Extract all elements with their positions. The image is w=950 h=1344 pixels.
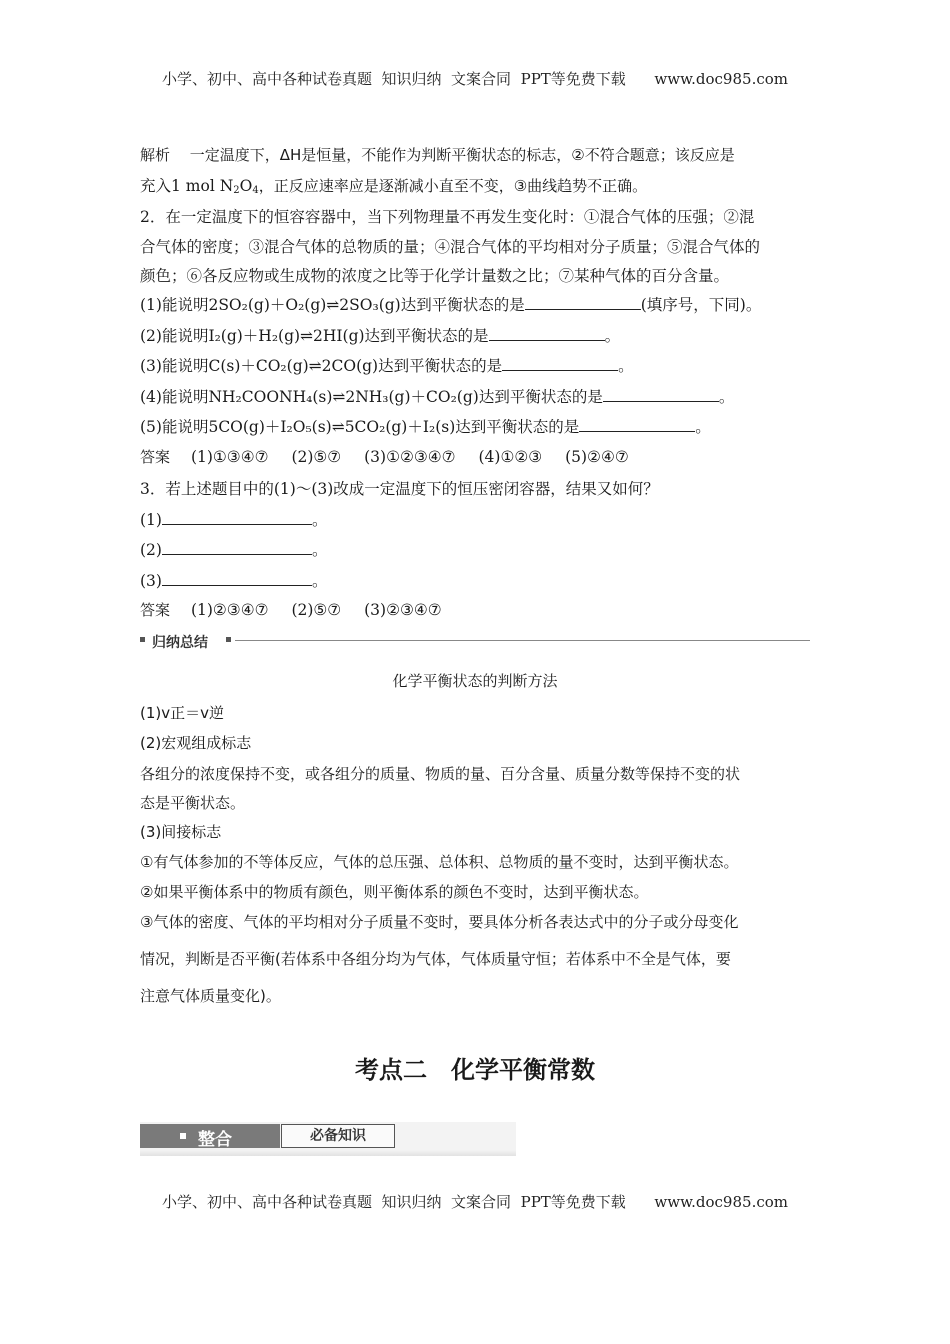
page-header: 小学、初中、高中各种试卷真题 知识归纳 文案合同 PPT等免费下载 www.doc985.com	[161, 70, 788, 88]
q3-answer: 答案 (1)②③④⑦ (2)⑤⑦ (3)②③④⑦	[140, 601, 442, 619]
answer-blank[interactable]	[162, 540, 312, 555]
square-bullet-icon	[226, 637, 231, 642]
summary-p7b: 情况，判断是否平衡(若体系中各组分均为气体，气体质量守恒；若体系中不全是气体，要	[140, 950, 731, 968]
q2-answer: 答案 (1)①③④⑦ (2)⑤⑦ (3)①②③④⑦ (4)①②③ (5)②④⑦	[140, 448, 629, 466]
answer-blank[interactable]	[525, 295, 641, 310]
summary-p1: (1)v正＝v逆	[140, 704, 225, 722]
analysis-label: 解析	[140, 146, 171, 164]
analysis-text-2c: ，正反应速率应是逐渐减小直至不变，③曲线趋势不正确。	[258, 177, 648, 195]
analysis-text-2a: 充入1 mol N	[140, 177, 234, 195]
page-footer: 小学、初中、高中各种试卷真题 知识归纳 文案合同 PPT等免费下载 www.doc985.com	[161, 1193, 788, 1211]
tab-essential-knowledge[interactable]: 必备知识	[281, 1124, 395, 1148]
summary-p7c: 注意气体质量变化)。	[140, 987, 281, 1005]
q2-line-1: 2．在一定温度下的恒容容器中，当下列物理量不再发生变化时：①混合气体的压强；②混	[140, 208, 755, 226]
summary-bar-title: 归纳总结	[152, 635, 208, 651]
section-title: 考点二 化学平衡常数	[355, 1056, 595, 1084]
tab-integrate-label: 整合	[198, 1130, 232, 1150]
summary-p7a: ③气体的密度、气体的平均相对分子质量不变时，要具体分析各表达式中的分子或分母变化	[140, 913, 739, 931]
summary-p4: (3)间接标志	[140, 823, 222, 841]
summary-p5: ①有气体参加的不等体反应，气体的总压强、总体积、总物质的量不变时，达到平衡状态。	[140, 853, 739, 871]
divider	[235, 640, 810, 641]
summary-bar	[140, 632, 810, 650]
q2-item-2: (2)能说明I₂(g)＋H₂(g)⇌2HI(g)达到平衡状态的是 。	[140, 327, 621, 345]
answer-blank[interactable]	[162, 571, 312, 586]
answer-blank[interactable]	[489, 326, 605, 341]
square-bullet-icon	[180, 1133, 186, 1139]
answer-blank[interactable]	[502, 356, 618, 371]
answer-blank[interactable]	[603, 387, 719, 402]
q2-item-5: (5)能说明5CO(g)＋I₂O₅(s)⇌5CO₂(g)＋I₂(s)达到平衡状态的是 。	[140, 418, 711, 436]
answer-label: 答案	[140, 448, 171, 466]
analysis-text-1: 一定温度下，ΔH是恒量，不能作为判断平衡状态的标志，②不符合题意；该反应是	[189, 146, 735, 164]
analysis-line-1	[140, 144, 735, 165]
summary-title: 化学平衡状态的判断方法	[392, 672, 558, 690]
knowledge-tab-bar	[140, 1122, 516, 1156]
q2-item-3: (3)能说明C(s)＋CO₂(g)⇌2CO(g)达到平衡状态的是 。	[140, 357, 634, 375]
q3-question: 3．若上述题目中的(1)～(3)改成一定温度下的恒压密闭容器，结果又如何？	[140, 480, 659, 498]
q2-line-2: 合气体的密度；③混合气体的总物质的量；④混合气体的平均相对分子质量；⑤混合气体的	[140, 238, 761, 256]
q3-blank-2: (2) 。	[140, 541, 328, 559]
analysis-line-2: 充入1 mol $N_2O_4$，正反应速率应是逐渐减小直至不变，③曲线趋势不正确。	[140, 177, 648, 196]
q2-item-4: (4)能说明NH₂COONH₄(s)⇌2NH₃(g)＋CO₂(g)达到平衡状态的是 。	[140, 388, 735, 406]
answer-label: 答案	[140, 601, 171, 619]
summary-p3b: 态是平衡状态。	[140, 794, 246, 812]
q2-line-3: 颜色；⑥各反应物或生成物的浓度之比等于化学计量数之比；⑦某种气体的百分含量。	[140, 267, 730, 285]
summary-p2: (2)宏观组成标志	[140, 734, 252, 752]
analysis-text-2b: O	[239, 177, 253, 195]
square-bullet-icon	[140, 637, 145, 642]
q3-blank-3: (3) 。	[140, 572, 328, 590]
answer-blank[interactable]	[579, 417, 695, 432]
q3-blank-1: (1) 。	[140, 511, 328, 529]
summary-p3a: 各组分的浓度保持不变，或各组分的质量、物质的量、百分含量、质量分数等保持不变的状	[140, 765, 741, 783]
summary-p6: ②如果平衡体系中的物质有颜色，则平衡体系的颜色不变时，达到平衡状态。	[140, 883, 649, 901]
tab-integrate[interactable]	[140, 1124, 280, 1148]
q2-item-1: (1)能说明2SO₂(g)＋O₂(g)⇌2SO₃(g)达到平衡状态的是 (填序号，下同)。	[140, 296, 762, 314]
answer-blank[interactable]	[162, 510, 312, 525]
